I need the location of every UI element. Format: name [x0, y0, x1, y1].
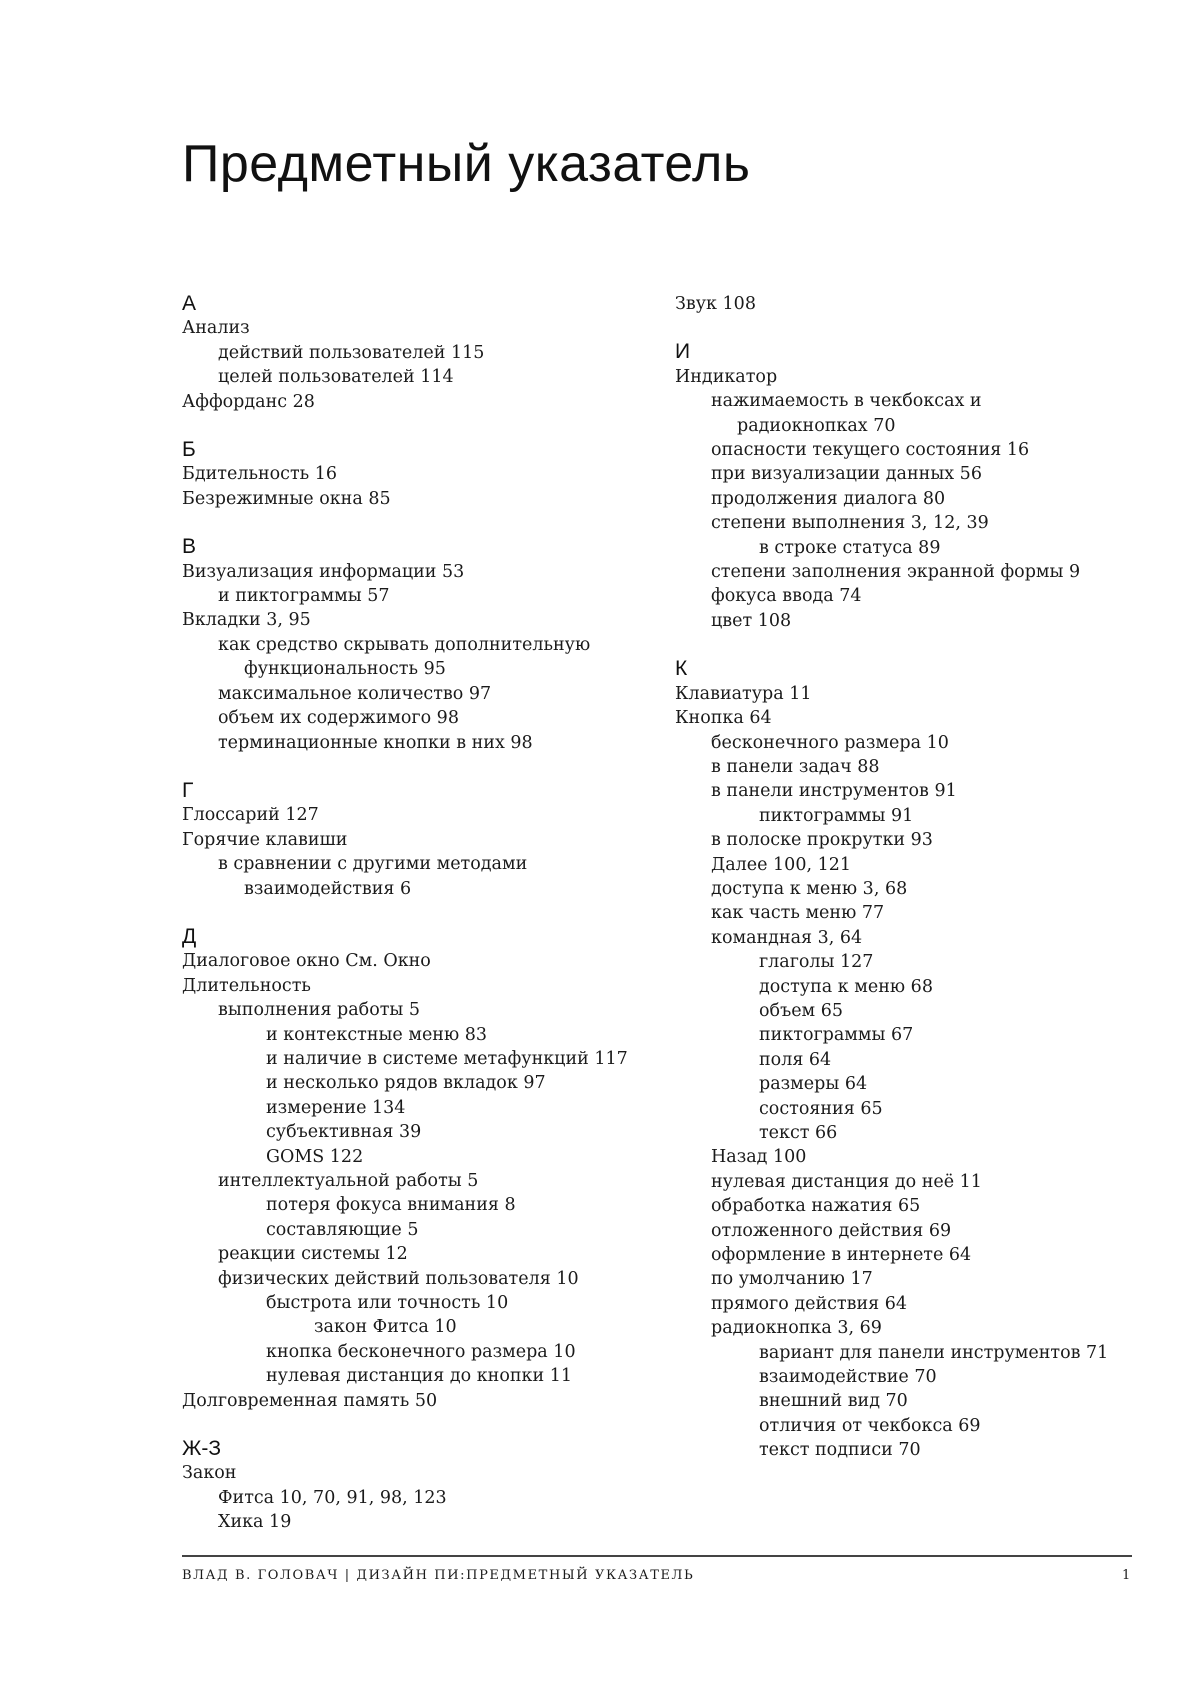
index-subentry: измерение 134 [266, 1097, 406, 1118]
index-entry: Аффорданс 28 [182, 391, 315, 412]
index-subentry: составляющие 5 [266, 1219, 419, 1240]
index-subentry: вариант для панели инструментов 71 [759, 1342, 1109, 1363]
index-entry: Визуализация информации 53 [182, 561, 465, 582]
index-subentry: функциональность 95 [244, 659, 446, 680]
index-subentry: и наличие в системе метафункций 117 [266, 1048, 628, 1069]
index-subentry: взаимодействия 6 [244, 878, 412, 899]
index-column-right [675, 292, 1145, 1487]
index-section [182, 535, 662, 755]
index-subentry: по умолчанию 17 [711, 1269, 873, 1290]
index-subentry: командная 3, 64 [711, 927, 863, 948]
index-subentry: как часть меню 77 [711, 903, 885, 924]
index-subentry: кнопка бесконечного размера 10 [266, 1341, 576, 1362]
index-subentry: максимальное количество 97 [218, 683, 492, 704]
index-subentry: в сравнении с другими методами [218, 854, 528, 875]
index-subentry: цвет 108 [711, 610, 792, 631]
index-subentry: состояния 65 [759, 1098, 883, 1119]
page-number: 1 [1122, 1568, 1131, 1583]
index-subentry: и пиктограммы 57 [218, 586, 390, 607]
footer-running-title: ВЛАД В. ГОЛОВАЧ | ДИЗАЙН ПИ:ПРЕДМЕТНЫЙ УКАЗАТЕЛЬ [182, 1568, 695, 1583]
index-subentry: выполнения работы 5 [218, 1000, 421, 1021]
index-subentry: нажимаемость в чекбоксах и [711, 391, 982, 412]
section-letter: К [675, 657, 688, 681]
index-section [675, 292, 1145, 316]
index-entry: Клавиатура 11 [675, 683, 812, 704]
index-entry: Долговременная память 50 [182, 1390, 438, 1411]
section-letter: И [675, 340, 691, 364]
index-entry: Звук 108 [675, 294, 756, 314]
index-section [182, 1437, 662, 1535]
footer-divider [182, 1555, 1132, 1557]
index-section [182, 925, 662, 1413]
index-column-left [182, 292, 662, 1559]
index-subentry: пиктограммы 67 [759, 1025, 914, 1046]
index-subentry: бесконечного размера 10 [711, 732, 949, 753]
index-subentry: фокуса ввода 74 [711, 586, 862, 607]
index-subentry: продолжения диалога 80 [711, 488, 946, 509]
index-subentry: как средство скрывать дополнительную [218, 634, 591, 655]
index-section [675, 657, 1145, 1462]
index-subentry: Далее 100, 121 [711, 854, 851, 875]
index-subentry: GOMS 122 [266, 1146, 364, 1167]
index-subentry: глаголы 127 [759, 952, 874, 973]
index-subentry: быстрота или точность 10 [266, 1293, 509, 1314]
index-entry: Диалоговое окно См. Окно [182, 951, 431, 972]
section-letter: Ж-З [182, 1437, 222, 1461]
index-section [182, 779, 662, 901]
section-letter: Б [182, 438, 196, 462]
index-subentry: степени заполнения экранной формы 9 [711, 562, 1081, 583]
index-section [675, 340, 1145, 633]
index-subentry: нулевая дистанция до неё 11 [711, 1171, 982, 1192]
index-subentry: обработка нажатия 65 [711, 1196, 921, 1217]
index-section [182, 438, 662, 511]
index-entry: Анализ [182, 318, 250, 339]
index-subentry: субъективная 39 [266, 1122, 422, 1143]
index-entry: Вкладки 3, 95 [182, 610, 311, 631]
index-subentry: нулевая дистанция до кнопки 11 [266, 1366, 572, 1387]
index-subentry: объем 65 [759, 1000, 844, 1021]
index-subentry: и контекстные меню 83 [266, 1024, 488, 1045]
index-entry: Глоссарий 127 [182, 805, 319, 826]
index-subentry: текст подписи 70 [759, 1440, 921, 1461]
index-subentry: размеры 64 [759, 1074, 868, 1095]
index-subentry: доступа к меню 68 [759, 976, 933, 997]
index-subentry: внешний вид 70 [759, 1391, 908, 1412]
section-letter: А [182, 292, 197, 315]
index-subentry: реакции системы 12 [218, 1244, 408, 1265]
index-subentry: объем их содержимого 98 [218, 708, 459, 729]
index-subentry: Назад 100 [711, 1147, 807, 1168]
section-letter: Д [182, 924, 197, 948]
index-subentry: степени выполнения 3, 12, 39 [711, 513, 989, 534]
index-subentry: физических действий пользователя 10 [218, 1268, 579, 1289]
index-entry: Закон [182, 1463, 237, 1484]
index-subentry: закон Фитса 10 [314, 1317, 457, 1338]
index-subentry: в панели инструментов 91 [711, 781, 957, 802]
index-subentry: радиокнопка 3, 69 [711, 1318, 882, 1339]
index-subentry: текст 66 [759, 1123, 838, 1143]
index-subentry: в строке статуса 89 [759, 537, 941, 558]
index-subentry: отложенного действия 69 [711, 1220, 952, 1241]
index-entry: Горячие клавиши [182, 829, 348, 850]
index-subentry: целей пользователей 114 [218, 367, 454, 388]
section-letter: В [182, 535, 197, 559]
index-subentry: отличия от чекбокса 69 [759, 1415, 981, 1436]
index-subentry: радиокнопках 70 [737, 415, 896, 436]
page-title: Предметный указатель [182, 135, 751, 193]
index-subentry: взаимодействие 70 [759, 1367, 937, 1388]
index-section [182, 292, 662, 414]
index-subentry: в панели задач 88 [711, 756, 880, 777]
index-subentry: действий пользователей 115 [218, 342, 485, 363]
index-subentry: терминационные кнопки в них 98 [218, 732, 533, 753]
index-subentry: Фитса 10, 70, 91, 98, 123 [218, 1487, 447, 1508]
index-subentry: в полоске прокрутки 93 [711, 830, 933, 851]
index-subentry: пиктограммы 91 [759, 805, 914, 826]
index-subentry: поля 64 [759, 1049, 832, 1070]
index-subentry: Хика 19 [218, 1512, 292, 1533]
index-subentry: и несколько рядов вкладок 97 [266, 1073, 546, 1094]
index-subentry: потеря фокуса внимания 8 [266, 1195, 516, 1216]
index-entry: Кнопка 64 [675, 708, 772, 729]
section-letter: Г [182, 778, 194, 802]
index-subentry: прямого действия 64 [711, 1293, 907, 1314]
index-subentry: интеллектуальной работы 5 [218, 1171, 479, 1191]
index-entry: Длительность [182, 975, 311, 996]
index-entry: Бдительность 16 [182, 464, 338, 485]
index-subentry: опасности текущего состояния 16 [711, 440, 1030, 461]
index-entry: Безрежимные окна 85 [182, 488, 391, 509]
index-subentry: оформление в интернете 64 [711, 1245, 972, 1266]
index-subentry: доступа к меню 3, 68 [711, 878, 908, 899]
index-subentry: при визуализации данных 56 [711, 464, 982, 485]
index-entry: Индикатор [675, 366, 778, 387]
